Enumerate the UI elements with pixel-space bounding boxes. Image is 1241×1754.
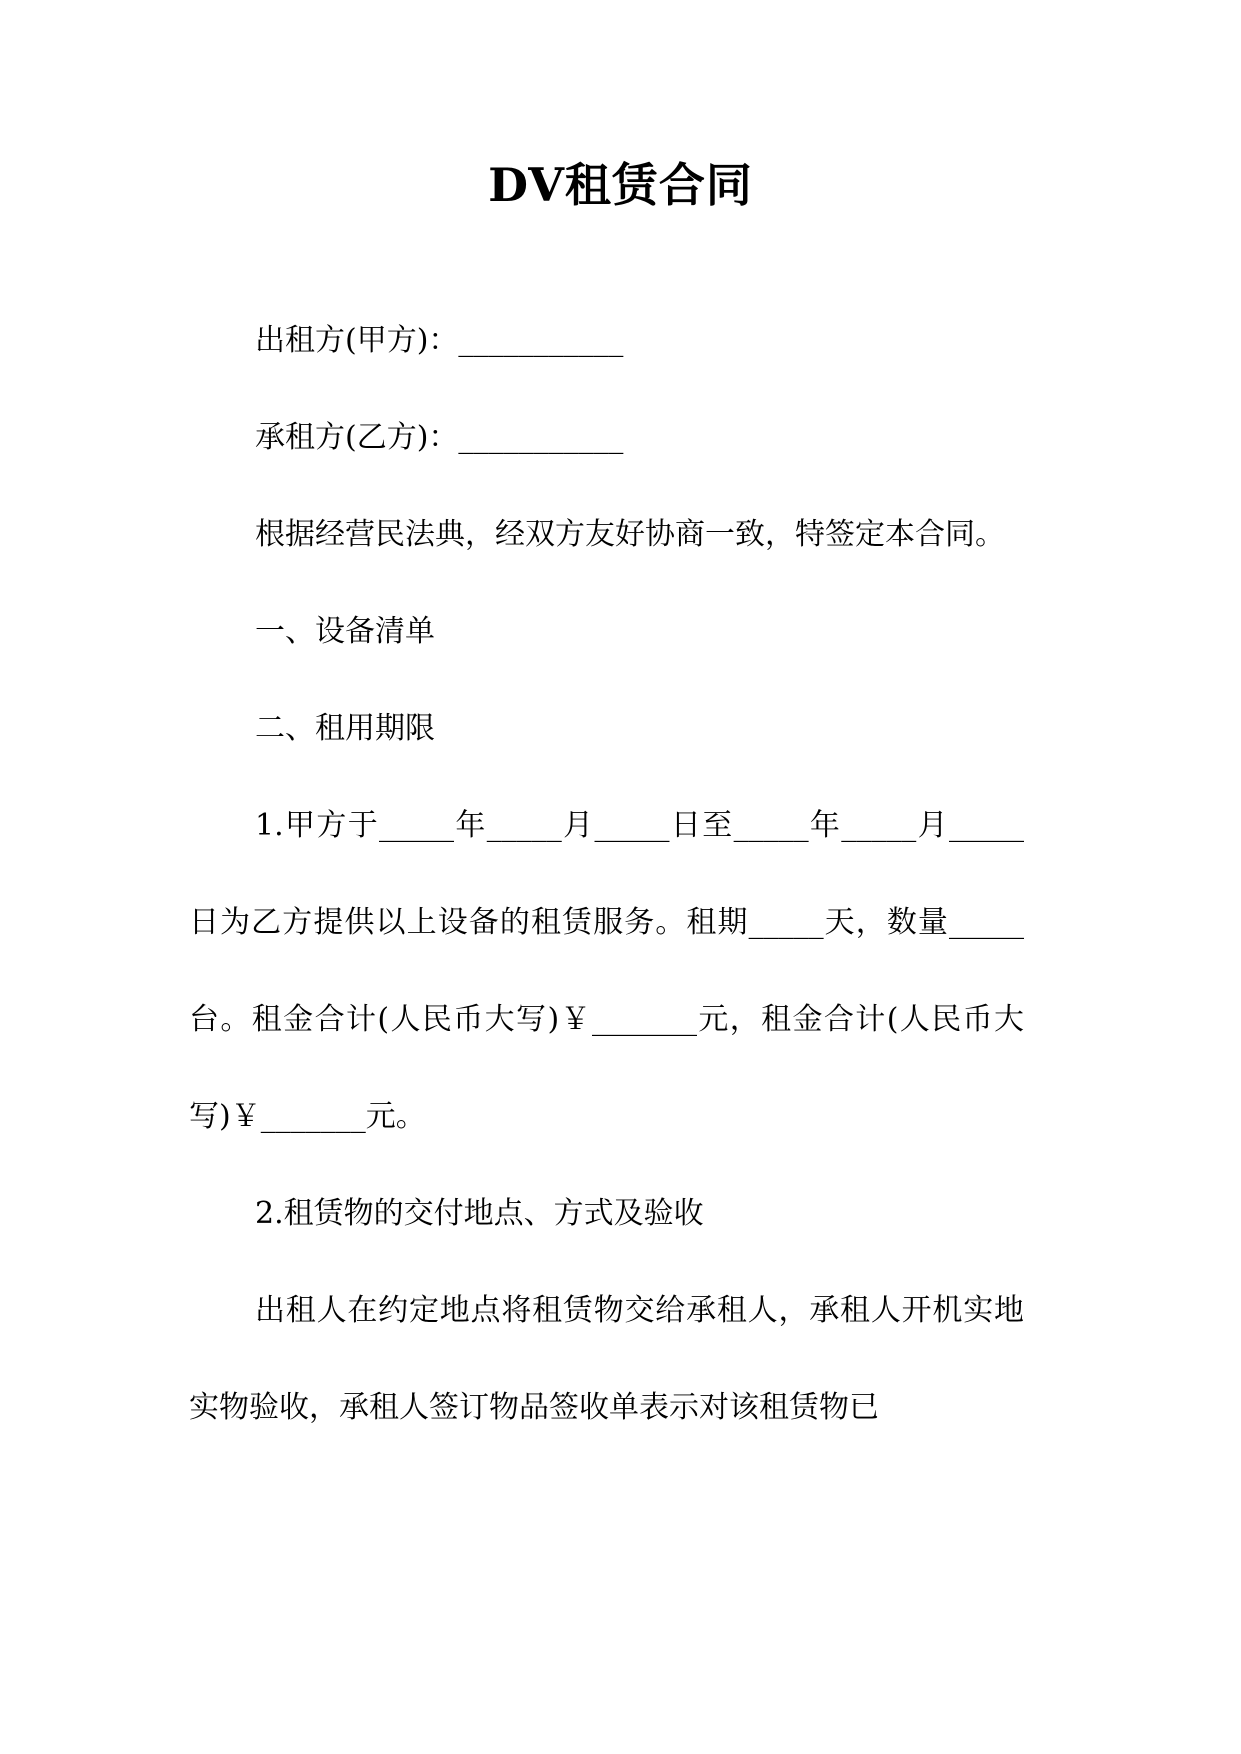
clause-delivery-heading: 2.租赁物的交付地点、方式及验收 [255, 1196, 704, 1231]
clause-rental-period: 1.甲方于_____年_____月_____日至_____年_____月_____日为乙方提供以上设备的租赁服务。租期_____天，数量_____台。租金合计(人民币大写)￥_______元，租金合计(人民币大写)￥_______元。 [189, 808, 1024, 1134]
lessee-line: 承租方(乙方)：___________ [255, 420, 624, 455]
document-title: DV租赁合同 [488, 158, 753, 212]
document-body [189, 292, 1024, 1456]
section-heading-rental-term: 二、租用期限 [255, 711, 435, 746]
lessor-line: 出租方(甲方)：___________ [255, 323, 624, 358]
section-heading-equipment-list: 一、设备清单 [255, 614, 435, 649]
preamble-paragraph: 根据经营民法典，经双方友好协商一致，特签定本合同。 [255, 517, 1005, 552]
clause-delivery-text: 出租人在约定地点将租赁物交给承租人，承租人开机实地实物验收，承租人签订物品签收单表示对该租赁物已 [189, 1293, 1024, 1425]
